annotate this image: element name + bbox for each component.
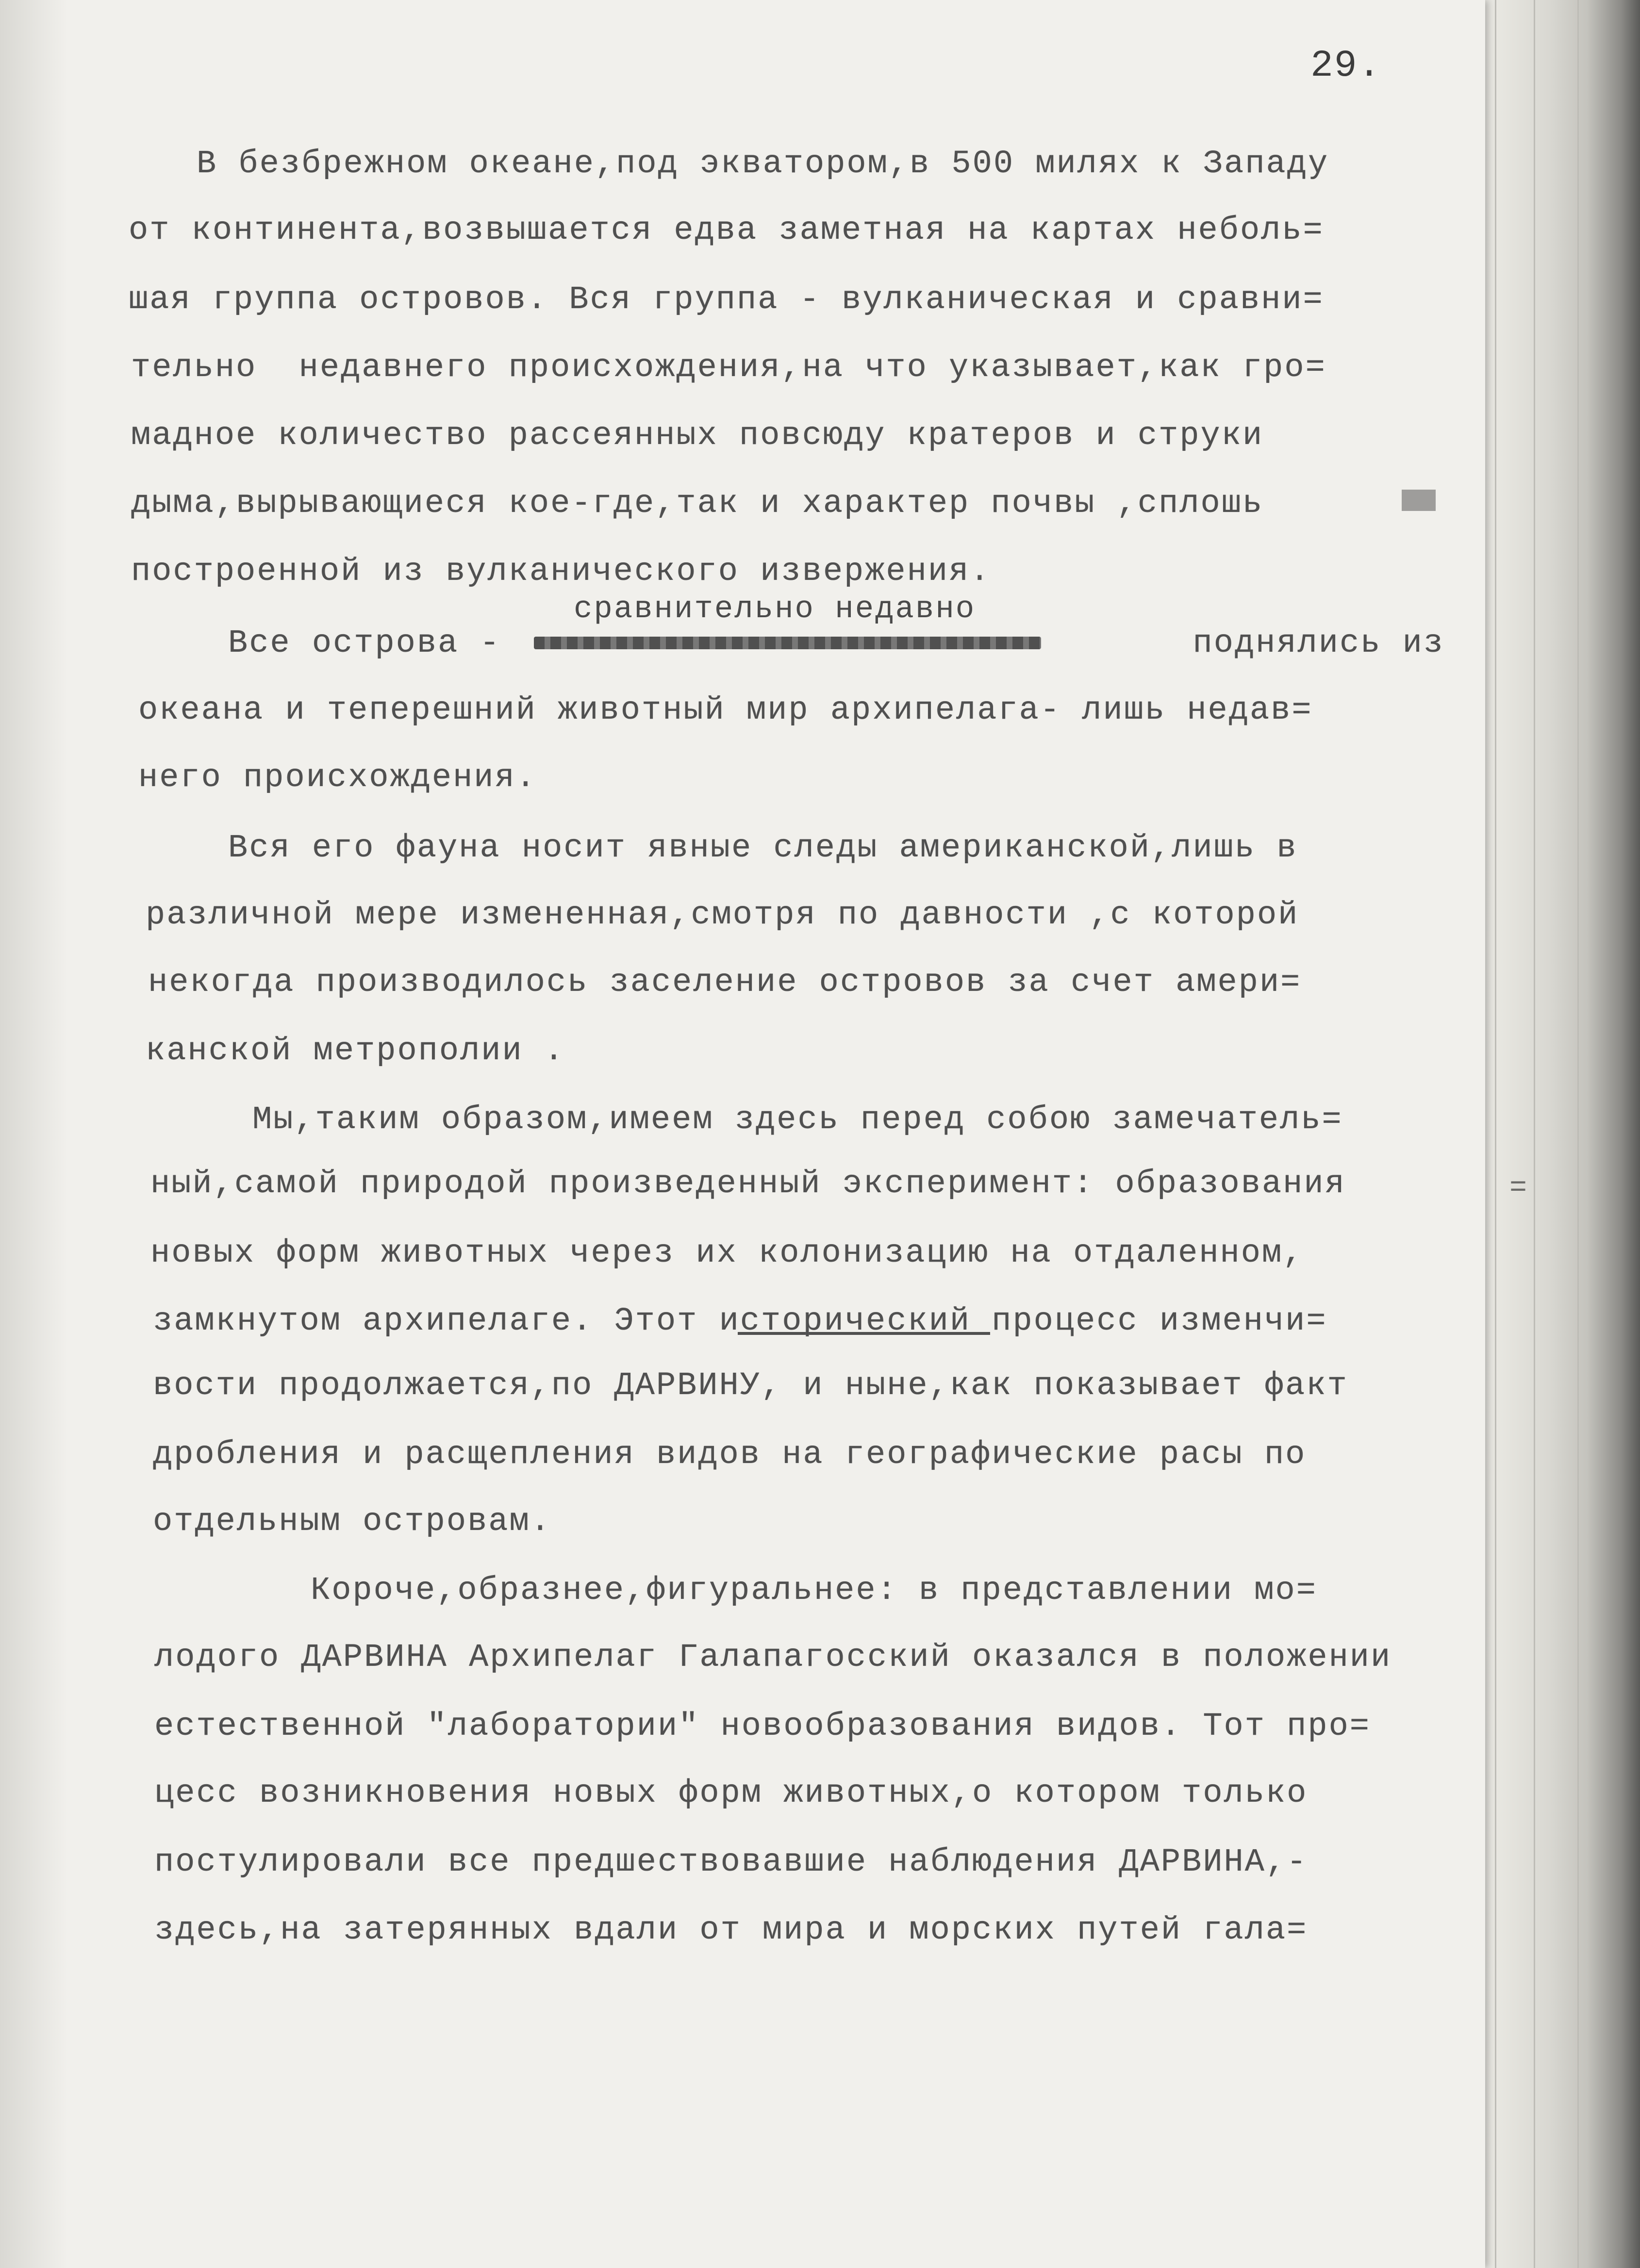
text-line: здесь,на затерянных вдали от мира и морских путей гала= [154, 1912, 1308, 1949]
text-line: Мы,таким образом,имеем здесь перед собою замечатель= [252, 1101, 1343, 1138]
text-line: новых форм животных через их колонизацию на отдаленном, [150, 1235, 1304, 1272]
text-line: мадное количество рассеянных повсюду кратеров и струки [131, 417, 1264, 454]
page-number: 29. [1310, 45, 1382, 87]
text-line: Все острова - поднялись из [228, 625, 1444, 662]
text-line: вости продолжается,по ДАРВИНУ, и ныне,как показывает факт [153, 1367, 1348, 1404]
page-edge-line [1577, 0, 1579, 2268]
page-edge-line [1534, 0, 1535, 2268]
text-line: В безбрежном океане,под экватором,в 500 милях к Западу [197, 146, 1329, 182]
text-line: канской метрополии . [146, 1033, 565, 1069]
text-line: отдельным островам. [153, 1503, 551, 1540]
text-line: постулировали все предшествовавшие наблюдения ДАРВИНА,- [154, 1844, 1308, 1881]
text-line: океана и теперешний животный мир архипелага- лишь недав= [138, 692, 1313, 729]
text-line: ный,самой природой произведенный эксперимент: образования [150, 1166, 1346, 1202]
text-line: Вся его фауна носит явные следы американской,лишь в [228, 830, 1298, 867]
text-line: дыма,вырывающиеся кое-где,так и характер почвы ,сплошь [131, 485, 1264, 522]
text-line: различной мере измененная,смотря по давности ,с которой [146, 897, 1299, 934]
text-line: дробления и расщепления видов на географические расы по [153, 1436, 1307, 1473]
page-stack-edge [1475, 0, 1640, 2268]
text-line: шая группа островов. Вся группа - вулканическая и сравни= [129, 281, 1324, 318]
text-line: Короче,образнее,фигуральнее: в представлении мо= [311, 1572, 1317, 1609]
text-line: него происхождения. [138, 759, 537, 796]
text-line: от континента,возвышается едва заметная на картах неболь= [129, 212, 1324, 249]
text-line: цесс возникновения новых форм животных,о котором только [154, 1775, 1308, 1812]
overstrike-mark [1402, 490, 1436, 511]
text-line: замкнутом архипелаге. Этот исторический процесс изменчи= [153, 1303, 1327, 1340]
handwritten-insertion: сравнительно недавно [574, 592, 976, 627]
text-line: лодого ДАРВИНА Архипелаг Галапагосский оказался в положении [154, 1639, 1392, 1676]
text-line: некогда производилось заселение островов за счет амери= [148, 964, 1302, 1001]
underlying-page-mark: = [1509, 1172, 1527, 1205]
text-line: естественной "лаборатории" новообразования видов. Тот про= [154, 1708, 1371, 1745]
text-line: тельно недавнего происхождения,на что указывает,как гро= [131, 349, 1326, 386]
text-line: построенной из вулканического извержения. [131, 553, 991, 590]
page-edge-line [1495, 0, 1496, 2268]
page-binding-shadow [0, 0, 68, 2268]
